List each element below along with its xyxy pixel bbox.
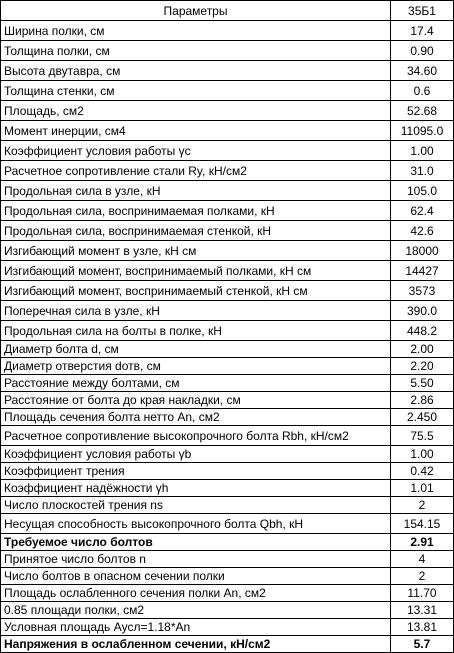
parameter-value-cell[interactable]: 0.42 bbox=[391, 463, 454, 480]
parameter-label-cell[interactable]: Изгибающий момент, воспринимаемый стенкой, кН см bbox=[1, 281, 391, 301]
parameter-value-cell[interactable]: 14427 bbox=[391, 261, 454, 281]
table-row bbox=[1, 534, 454, 551]
parameter-label-cell[interactable]: Расчетное сопротивление стали Ry, кН/см2 bbox=[1, 161, 391, 181]
table-row bbox=[1, 358, 454, 375]
table-row bbox=[1, 161, 454, 181]
table-row bbox=[1, 409, 454, 426]
parameter-label-cell[interactable]: Толщина полки, см bbox=[1, 41, 391, 61]
parameter-value-cell[interactable]: 2.00 bbox=[391, 341, 454, 358]
parameter-value-cell[interactable]: 62.4 bbox=[391, 201, 454, 221]
parameter-label-cell[interactable]: Коэффициент условия работы γc bbox=[1, 141, 391, 161]
table-row bbox=[1, 514, 454, 534]
parameter-value-cell[interactable]: 390.0 bbox=[391, 301, 454, 321]
table-row bbox=[1, 101, 454, 121]
parameter-value-cell[interactable]: 0.6 bbox=[391, 81, 454, 101]
parameter-label-cell[interactable]: Коэффициент условия работы γb bbox=[1, 446, 391, 463]
parameter-label-cell[interactable]: Число плоскостей трения ns bbox=[1, 497, 391, 514]
parameter-value-cell[interactable]: 2.91 bbox=[391, 534, 454, 551]
parameter-value-cell[interactable]: 1.00 bbox=[391, 446, 454, 463]
parameter-value-cell[interactable]: 154.15 bbox=[391, 514, 454, 534]
parameter-label-cell[interactable]: Условная площадь Aусл=1.18*An bbox=[1, 619, 391, 636]
table-row bbox=[1, 61, 454, 81]
parameter-label-cell[interactable]: Ширина полки, см bbox=[1, 21, 391, 41]
parameter-value-cell[interactable]: 11095.0 bbox=[391, 121, 454, 141]
table-row bbox=[1, 21, 454, 41]
parameter-label-cell[interactable]: Поперечная сила в узле, кН bbox=[1, 301, 391, 321]
parameter-label-cell[interactable]: Продольная сила, воспринимаемая полками, кН bbox=[1, 201, 391, 221]
parameter-label-cell[interactable]: Продольная сила, воспринимаемая стенкой, кН bbox=[1, 221, 391, 241]
parameter-label-cell[interactable]: Диаметр болта d, см bbox=[1, 341, 391, 358]
table-row bbox=[1, 602, 454, 619]
parameter-value-cell[interactable]: 42.6 bbox=[391, 221, 454, 241]
parameter-value-cell[interactable]: 3573 bbox=[391, 281, 454, 301]
parameter-label-cell[interactable]: Расчетное сопротивление высокопрочного болта Rbh, кН/см2 bbox=[1, 426, 391, 446]
parameter-label-cell[interactable]: Момент инерции, см4 bbox=[1, 121, 391, 141]
parameter-value-cell[interactable]: 52.68 bbox=[391, 101, 454, 121]
parameter-label-cell[interactable]: Коэффициент трения bbox=[1, 463, 391, 480]
parameter-label-cell[interactable]: Продольная сила на болты в полке, кН bbox=[1, 321, 391, 341]
parameter-value-cell[interactable]: 105.0 bbox=[391, 181, 454, 201]
parameter-label-cell[interactable]: Диаметр отверстия dотв, см bbox=[1, 358, 391, 375]
table-row bbox=[1, 497, 454, 514]
parameter-label-cell[interactable]: Площадь сечения болта нетто An, см2 bbox=[1, 409, 391, 426]
parameter-value-cell[interactable]: 17.4 bbox=[391, 21, 454, 41]
table-row bbox=[1, 619, 454, 636]
parameter-value-cell[interactable]: 2.86 bbox=[391, 392, 454, 409]
parameter-value-cell[interactable]: 75.5 bbox=[391, 426, 454, 446]
parameter-value-cell[interactable]: 34.60 bbox=[391, 61, 454, 81]
parameter-label-cell[interactable]: Требуемое число болтов bbox=[1, 534, 391, 551]
table-row bbox=[1, 221, 454, 241]
parameter-value-cell[interactable]: 18000 bbox=[391, 241, 454, 261]
table-row bbox=[1, 568, 454, 585]
table-row bbox=[1, 281, 454, 301]
parameter-label-cell[interactable]: Изгибающий момент в узле, кН см bbox=[1, 241, 391, 261]
parameter-value-cell[interactable]: 1.00 bbox=[391, 141, 454, 161]
table-row bbox=[1, 81, 454, 101]
parameter-label-cell[interactable]: Высота двутавра, см bbox=[1, 61, 391, 81]
table-row bbox=[1, 426, 454, 446]
header-parameter-cell[interactable]: Параметры bbox=[1, 1, 391, 21]
table-row bbox=[1, 341, 454, 358]
parameter-value-cell[interactable]: 5.7 bbox=[391, 636, 454, 653]
parameter-value-cell[interactable]: 31.0 bbox=[391, 161, 454, 181]
table-row bbox=[1, 141, 454, 161]
table-row bbox=[1, 321, 454, 341]
table-row bbox=[1, 551, 454, 568]
parameter-label-cell[interactable]: Несущая способность высокопрочного болта Qbh, кН bbox=[1, 514, 391, 534]
table-row bbox=[1, 585, 454, 602]
parameter-label-cell[interactable]: Коэффициент надёжности γh bbox=[1, 480, 391, 497]
parameter-label-cell[interactable]: Расстояние между болтами, см bbox=[1, 375, 391, 392]
parameter-value-cell[interactable]: 2 bbox=[391, 568, 454, 585]
table-row bbox=[1, 41, 454, 61]
table-row bbox=[1, 261, 454, 281]
parameter-value-cell[interactable]: 13.81 bbox=[391, 619, 454, 636]
parameter-label-cell[interactable]: Изгибающий момент, воспринимаемый полками, кН см bbox=[1, 261, 391, 281]
table-row bbox=[1, 241, 454, 261]
parameter-label-cell[interactable]: Площадь, см2 bbox=[1, 101, 391, 121]
parameter-value-cell[interactable]: 2 bbox=[391, 497, 454, 514]
parameter-label-cell[interactable]: Расстояние от болта до края накладки, см bbox=[1, 392, 391, 409]
parameter-label-cell[interactable]: Площадь ослабленного сечения полки An, см2 bbox=[1, 585, 391, 602]
parameter-value-cell[interactable]: 0.90 bbox=[391, 41, 454, 61]
parameter-value-cell[interactable]: 4 bbox=[391, 551, 454, 568]
table-row bbox=[1, 392, 454, 409]
parameter-label-cell[interactable]: Напряжения в ослабленном сечении, кН/см2 bbox=[1, 636, 391, 653]
parameter-value-cell[interactable]: 2.20 bbox=[391, 358, 454, 375]
table-row bbox=[1, 446, 454, 463]
table-row bbox=[1, 201, 454, 221]
table-row bbox=[1, 636, 454, 653]
parameter-value-cell[interactable]: 448.2 bbox=[391, 321, 454, 341]
header-value-cell[interactable]: 35Б1 bbox=[391, 1, 454, 21]
table-row bbox=[1, 375, 454, 392]
parameter-value-cell[interactable]: 13.31 bbox=[391, 602, 454, 619]
table-row bbox=[1, 463, 454, 480]
parameter-value-cell[interactable]: 11.70 bbox=[391, 585, 454, 602]
parameter-value-cell[interactable]: 5.50 bbox=[391, 375, 454, 392]
header-row bbox=[1, 1, 454, 21]
parameter-value-cell[interactable]: 2.450 bbox=[391, 409, 454, 426]
table-row bbox=[1, 181, 454, 201]
parameter-label-cell[interactable]: 0.85 площади полки, см2 bbox=[1, 602, 391, 619]
parameter-label-cell[interactable]: Продольная сила в узле, кН bbox=[1, 181, 391, 201]
parameter-label-cell[interactable]: Число болтов в опасном сечении полки bbox=[1, 568, 391, 585]
parameter-label-cell[interactable]: Толщина стенки, см bbox=[1, 81, 391, 101]
table-row bbox=[1, 301, 454, 321]
parameter-value-cell[interactable]: 1.01 bbox=[391, 480, 454, 497]
table-row bbox=[1, 480, 454, 497]
parameter-label-cell[interactable]: Принятое число болтов n bbox=[1, 551, 391, 568]
table-row bbox=[1, 121, 454, 141]
